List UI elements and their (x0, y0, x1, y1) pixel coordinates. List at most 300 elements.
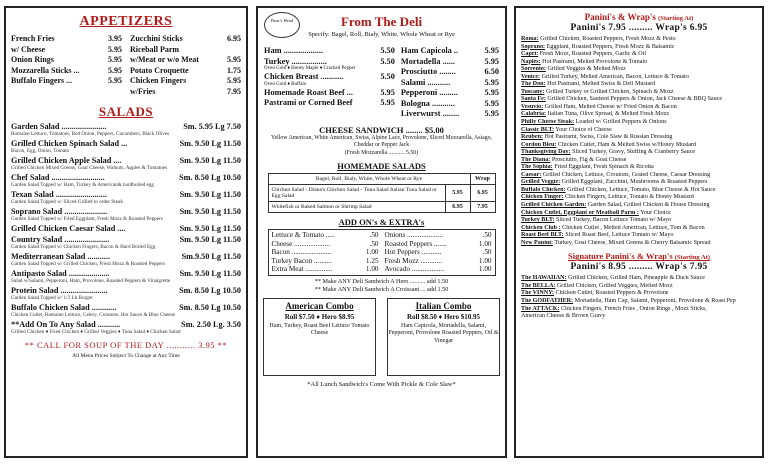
item-name: Roasted Peppers ....... (384, 239, 447, 248)
item-name: w/ Cheese (11, 44, 45, 54)
salad-name-row (11, 269, 241, 278)
salad-desc: Romaine Lettuce, Tomatoes, Red Onion, Peppers, Cucumbers, Black Olives (11, 131, 170, 137)
combo-desc: Ham, Turkey, Roast Beef Lettuce Tomato Cheese (269, 322, 370, 336)
wrap-name: Chicken Finger: (521, 194, 564, 201)
wrap-desc: Grilled Chicken, Grilled Ham, Pineapple & Duck Sauce (568, 275, 705, 282)
salad-name: Garden Salad ...................... (11, 122, 107, 131)
wraps-prices: Panini's 7.95 ......... Wrap's 6.95 (570, 23, 708, 33)
salad-name: Texan Salad ......................... (11, 190, 107, 199)
item-name: Mortadella ...... (400, 56, 456, 66)
list-item (401, 88, 499, 99)
american-combo (263, 298, 376, 376)
salad-price: Sm. 9.50 Lg 11.50 (179, 156, 241, 165)
salad-desc: Garden Salad Topped w/ Chicken Fingers, Bacon & Hard Boiled Egg (11, 244, 156, 250)
salad-item (6, 320, 246, 335)
wrap-item (521, 306, 757, 314)
deli-title: From The Deli (340, 14, 423, 29)
list-item (130, 87, 241, 98)
wrap-desc: Sliced Roast Beef, Lettuce Tomato w/ Mayo (565, 232, 674, 239)
item-price: .50 (369, 231, 379, 239)
wrap-name: Venice: (521, 73, 541, 80)
item-price: 5.50 (380, 72, 395, 81)
wrap-name: The ATTACK: (521, 305, 560, 312)
item-name: Lettuce & Tomato ..... (271, 231, 335, 239)
salad-item (6, 269, 246, 284)
item-name: Potato Croquette (130, 65, 189, 75)
salad-item (6, 303, 246, 318)
wrap-item (521, 164, 757, 172)
salad-name-row (11, 286, 241, 295)
item-name: Chicken Fingers (130, 76, 187, 85)
salad-item (6, 173, 246, 188)
list-item (11, 66, 122, 77)
list-item (11, 76, 122, 87)
salad-price: Sm. 9.50 Lg 11.50 (179, 235, 241, 244)
addons-title: ADD ON's & EXTRA's (338, 217, 425, 227)
wrap-item (521, 36, 757, 44)
item-price: 5.95 (484, 77, 499, 87)
item-price: 5.50 (380, 56, 395, 66)
wrap-desc: Chicken Cutlet, Roasted Peppers & Provolone (555, 290, 669, 297)
list-item (401, 46, 499, 57)
salad-name-row (11, 190, 241, 199)
signature-title-small: (Starting At) (674, 254, 710, 262)
item-price: 6.50 (484, 67, 499, 76)
hs-row-desc: Chicken Salad - Diana's Chicken Salad - Tuna Salad Italian Tuna Salad or Egg Salad (268, 185, 445, 202)
wrap-name: Reuben: (521, 134, 544, 141)
salad-price: Sm. 5.95 Lg 7.50 (183, 122, 241, 131)
price-note: All Menu Prices Subject To Change at Any Time (72, 353, 180, 359)
wrap-item (521, 44, 757, 52)
salad-price: Sm. 9.50 Lg 11.50 (179, 190, 241, 199)
wrap-item (521, 283, 757, 291)
item-price: 5.95 (484, 88, 499, 97)
wrap-desc: Italian Tuna, Olive Spread, & Melted Fresh Mozz (547, 111, 669, 118)
wrap-item (521, 59, 757, 67)
item-price: 1.75 (227, 65, 241, 75)
item-price: 5.95 (108, 76, 122, 85)
salad-item (6, 190, 246, 205)
make-croissant-note: ** Make ANY Deli Sandwich A Croissant ... add 1.50 (314, 285, 449, 293)
lunch-note: *All Lunch Sandwich's Come With Pickle & Cole Slaw* (307, 380, 456, 388)
make-hero-note: ** Make ANY Deli Sandwich A Hero .......... add 1.50 (314, 277, 449, 285)
wrap-name: Chicken Cutlet, Eggplant or Meatball Parm : (521, 209, 639, 216)
item-price: 5.95 (227, 55, 241, 64)
item-name: Bacon ...................... (271, 248, 332, 256)
salad-name: Buffalo Chicken Salad ............ (11, 303, 117, 312)
wrap-item (521, 225, 757, 233)
wrap-desc: Grilled Eggplant, Zucchini, Mushrooms & Roasted Peppers (561, 179, 708, 186)
wrap-desc: Prosciutto, Fig & Goat Cheese (551, 156, 627, 163)
salad-desc: Grilled Chicken ♦ Fried Chicken ♦ Grilled Veggies ♦ Tuna Salad ♦ Chicken Salad (11, 329, 181, 335)
list-item (272, 248, 379, 257)
item-name: Prosciutto ........ (400, 67, 456, 76)
item-name: Avocado .................. (384, 265, 445, 273)
deli-list (258, 46, 505, 120)
item-price: 5.95 (380, 87, 395, 97)
item-name: Onions .................... (384, 231, 444, 239)
list-item (401, 78, 499, 89)
wrap-item (521, 172, 757, 180)
salad-price: Sm. 8.50 Lg 10.50 (179, 286, 241, 295)
salad-name-row (11, 320, 241, 329)
wrap-desc: Grilled Chicken, Grilled Veggies, Melted Mozz (556, 282, 673, 289)
wrap-item (521, 290, 757, 298)
cheese-sandwich-desc: Yellow American, White American, Swiss, Alpine Lace, Provolone, Sliced Mozzarella, Asiago, Cheddar or Pepper Jack (271, 134, 492, 148)
deli-subtitle: Specify: Bagel, Roll, Bialy, White, Whole Wheat or Rye (308, 31, 455, 38)
salad-name-row (11, 173, 241, 182)
wrap-desc: Grilled Veggies & Melted Mozz (547, 66, 626, 73)
wrap-desc: Grilled Chicken, Roasted Peppers, Fresh Mozz & Pesto (540, 36, 676, 42)
table-header (268, 174, 495, 185)
salad-name: Chef Salad .......................... (11, 173, 105, 182)
item-price: 5.95 (108, 65, 122, 75)
hs-row-wrap: 6.95 (470, 185, 495, 202)
item-price: 5.95 (484, 98, 499, 108)
item-price: 1.00 (365, 265, 379, 273)
item-price: 5.50 (380, 46, 395, 55)
item-name: Pepperoni ......... (400, 88, 458, 97)
salads-list (6, 122, 246, 335)
wrap-desc: Grilled Chicken, Lettuce, Tomato, Blue Cheese & Hot Sauce (567, 186, 716, 193)
item-name: Buffalo Fingers ... (11, 76, 73, 85)
italian-combo (387, 298, 500, 376)
combo-price: Roll $7.50 ♦ Hero $8.95 (284, 312, 355, 321)
item-price: 1.00 (478, 265, 492, 273)
salad-item (6, 224, 246, 233)
item-price: 1.00 (478, 256, 492, 265)
item-name: Fresh Mozz ............ (384, 256, 442, 265)
wrap-name: The BELLA: (521, 282, 556, 289)
appetizers-salads-panel (4, 6, 248, 458)
salad-price: Sm. 9.50 Lg 11.50 (179, 269, 241, 278)
wrap-name: The HAWAIIAN: (521, 275, 567, 282)
item-name: Ham Capicola .. (400, 46, 459, 55)
hs-row-desc: Whitefish or Baked Salmon or Shrimp Salad (268, 202, 445, 213)
wrap-name: Philly Cheese Steak: (521, 119, 575, 126)
wrap-name: Grilled Veggie: (521, 179, 561, 186)
wrap-name: Naples: (521, 58, 541, 65)
item-name: Turkey ................. (264, 56, 327, 66)
item-name: Homemade Roast Beef ... (264, 87, 353, 97)
wrap-desc: Grilled Turkey, Melted American, Bacon, Lettuce & Tomato (541, 73, 689, 80)
panini-wraps-panel (514, 6, 764, 458)
wrap-desc: Chicken Fingers, French Fries , Onion Rings , Mozz Sticks, (561, 305, 707, 312)
item-name: Bologna ........... (400, 98, 455, 108)
wrap-name: The VINNY: (521, 290, 555, 297)
list-item (401, 109, 499, 120)
item-name: Onion Rings (11, 55, 54, 64)
hs-row-wrap: 7.95 (470, 202, 495, 213)
wrap-name: Capri: (521, 51, 539, 58)
appetizers-title: APPETIZERS (79, 14, 173, 29)
wrap-desc: Grilled Chicken, Lettuce, Croutons, Grated Cheese, Caesar Dressing (542, 171, 711, 178)
item-price: 1.00 (478, 239, 492, 248)
salad-desc: Garden Salad Topped w/ Ham, Turkey & American& hardboiled egg (11, 182, 155, 188)
item-name: Turkey Bacon .......... (271, 256, 332, 265)
item-price: 5.95 (380, 98, 395, 107)
wrap-name: Tuscany: (521, 88, 545, 95)
item-price: .50 (369, 239, 379, 248)
wrap-desc: Sliced Turkey, Bacon Lettuce Tomato w/ Mayo (556, 217, 672, 224)
deli-header (258, 8, 505, 42)
salad-price: Sm. 8.50 Lg 10.50 (179, 303, 241, 312)
item-price: .50 (482, 248, 492, 256)
salad-price: Sm. 9.50 Lg 11.50 (179, 207, 241, 216)
item-name: Salami ........... (400, 77, 451, 87)
wrap-name: The GODFATHER: (521, 297, 574, 304)
salad-name-row (11, 139, 241, 148)
wrap-item (521, 127, 757, 135)
item-price: .50 (482, 231, 492, 239)
wrap-item (521, 298, 757, 306)
salad-name-row (11, 235, 241, 244)
item-name: w/Meat or w/o Meat (130, 55, 199, 64)
wrap-desc: Turkey, Goat Cheese, Mixed Greens & Cherry Balsamic Spread (554, 239, 711, 246)
item-price: 5.95 (484, 109, 499, 118)
list-item (385, 265, 492, 274)
salad-price: Sm. 9.50 Lg 11.50 (179, 224, 241, 233)
wrap-item (521, 232, 757, 240)
wrap-desc: Hot Pastrami, Swiss, Cole Slaw & Russian Dressing (544, 134, 673, 141)
item-name: Pastrami or Corned Beef (264, 98, 353, 107)
wrap-item (521, 194, 757, 202)
salad-price: Sm. 8.50 Lg 10.50 (179, 173, 241, 182)
salad-name: Soprano Salad ..................... (11, 207, 108, 216)
list-item (272, 240, 379, 249)
wrap-item (521, 134, 757, 142)
salads-title: SALADS (98, 104, 154, 119)
signature-title-text: Signature Panini's & Wrap's (568, 251, 673, 262)
salad-item (6, 156, 246, 171)
list-item (401, 67, 499, 78)
hs-row-price: 5.95 (445, 185, 470, 202)
combo-desc: Ham Capicola, Mortadella, Salami, Pepperoni, Provolone Roasted Peppers, Oil & Vinegar (388, 322, 499, 344)
wrap-item (521, 142, 757, 150)
list-item (11, 55, 122, 66)
wrap-name: Santa Fe: (521, 96, 546, 103)
item-price: 1.00 (365, 248, 379, 256)
list-item (130, 66, 241, 77)
item-price: 5.95 (484, 46, 499, 55)
wrap-item (521, 217, 757, 225)
deli-panel (256, 6, 507, 458)
wrap-desc: American Cheese & Brown Gravy (521, 313, 606, 320)
wrap-name: Classic BLT: (521, 126, 555, 133)
wrap-name: Cordon Bleu: (521, 141, 557, 148)
salad-price: Sm. 9.50 Lg 11.50 (179, 139, 241, 148)
wrap-desc: Grilled Turkey or Grilled Chicken, Spinach & Mozz (546, 88, 674, 95)
list-item (401, 57, 499, 68)
item-name: Ham ................... (264, 46, 323, 55)
wrap-desc: Grilled Chicken, Sauteed Peppers & Onion, Jack Cheese & BBQ Sauce (547, 96, 723, 103)
salad-name: Antipasto Salad .................... (11, 269, 110, 278)
list-item (130, 45, 241, 56)
wrap-item (521, 275, 757, 283)
table-row (268, 202, 495, 213)
signature-list (516, 275, 762, 320)
wrap-desc: Your Choice (640, 209, 671, 216)
wrap-desc: Hot Pastrami, Melted Provolone & Tomato (542, 58, 648, 65)
salad-desc: Garden Salad Topped w/ Sliced Grilled to order Steak (11, 199, 123, 205)
wrap-name: Buffalo Chicken: (521, 186, 566, 193)
wraps-title-text: Panini's & Wrap's (584, 12, 656, 22)
wrap-name: The Don: (521, 81, 546, 88)
list-item (272, 231, 379, 240)
combo-title: American Combo (285, 300, 354, 311)
list-item (401, 99, 499, 110)
item-name: Liverwurst ........ (400, 109, 460, 118)
salad-desc: Garden Salad Topped w/ 1/3 Lb Burger (11, 295, 93, 301)
wrap-desc: Fresh Mozz, Roasted Peppers, Garlic & Oil (539, 51, 647, 58)
combo-title: Italian Combo (415, 300, 472, 311)
salad-item (6, 252, 246, 267)
homemade-salads-title: HOMEMADE SALADS (337, 161, 426, 171)
item-price: 7.95 (227, 86, 241, 96)
list-item (385, 257, 492, 266)
wrap-item (521, 81, 757, 89)
wrap-desc: Hot Pastrami, Melted Swiss & Deli Mustard (547, 81, 656, 88)
salad-name: Mediterranean Salad ........... (11, 252, 110, 261)
item-price: 5.95 (108, 55, 122, 64)
salad-name-row (11, 122, 241, 131)
salad-item (6, 286, 246, 301)
wrap-name: The Diana: (521, 156, 551, 163)
addons-right-column (385, 231, 492, 274)
wrap-item (521, 119, 757, 127)
item-price: 3.95 (108, 34, 122, 43)
salad-name: Grilled Chicken Caesar Salad .... (11, 224, 126, 233)
wrap-name: Vesuvio: (521, 103, 544, 110)
salad-name: Grilled Chicken Apple Salad .... (11, 156, 122, 165)
wrap-item (521, 149, 757, 157)
salad-name-row (11, 156, 241, 165)
item-price: 5.95 (227, 76, 241, 85)
wrap-desc: Chicken Cutlet, Ham & Melted Swiss w/Honey Mustard (557, 141, 697, 148)
list-item (11, 45, 122, 56)
list-item (385, 231, 492, 240)
hs-row-price: 6.95 (445, 202, 470, 213)
wrap-desc: Mortadella, Ham Cap, Salami, Pepperoni, Provolone & Roast Pep (574, 297, 736, 304)
list-item (130, 34, 241, 45)
list-item (264, 46, 395, 57)
wrap-name: Thanksgiving Day: (521, 149, 571, 156)
salad-item (6, 235, 246, 250)
list-item (385, 240, 492, 249)
item-name: Zucchini Sticks (130, 34, 183, 43)
wrap-name: New Panini: (521, 239, 553, 246)
wrap-item (521, 51, 757, 59)
cheese-sandwich-mozz: (Fresh Mozzarella ........... 5.50) (344, 149, 419, 156)
wrap-desc: Fried Eggplant, Fresh Spinach & Ricotta (554, 164, 654, 171)
salad-name: Country Salad ...................... (11, 235, 110, 244)
list-item (264, 88, 395, 99)
list-item (130, 55, 241, 66)
item-price: 5.95 (108, 44, 122, 54)
wrap-name: Grilled Chicken Garden: (521, 202, 587, 209)
wrap-name: The Sophia: (521, 164, 553, 171)
wrap-item (521, 89, 757, 97)
item-price: 5.95 (484, 56, 499, 66)
deli-right-column (401, 46, 499, 120)
table-row (268, 185, 495, 202)
combos (258, 298, 505, 376)
wrap-name: Calabria: (521, 111, 547, 118)
wrap-desc: Eggplant, Roasted Peppers, Fresh Mozz & Balsamic (546, 43, 675, 50)
salad-name-row (11, 303, 241, 312)
salad-price: Sm. 2.50 Lg. 3.50 (181, 320, 241, 329)
salad-name: Protein Salad ....................... (11, 286, 108, 295)
wrap-name: Soprano: (521, 43, 546, 50)
wrap-desc: Your Choice of Cheese (555, 126, 612, 133)
soup-of-the-day: ** CALL FOR SOUP OF THE DAY ........... 3.95 ** (24, 340, 228, 350)
wrap-name: Roma: (521, 36, 539, 42)
hs-wrap-header: Wrap (470, 174, 495, 185)
appetizers-left-column (11, 34, 122, 97)
addons-box (268, 229, 496, 276)
wrap-item (521, 187, 757, 195)
wraps-title (516, 12, 762, 22)
item-name: Extra Meat ............... (271, 265, 333, 273)
wrap-desc: Garden Salad, Grilled Chicken & House Dressing (587, 202, 710, 209)
wrap-item (521, 202, 757, 210)
addons-left-column (272, 231, 379, 274)
list-item (264, 98, 395, 109)
item-name: Chicken Breast ........... (264, 72, 344, 81)
homemade-salads-table (268, 173, 496, 213)
appetizers-list (6, 34, 246, 97)
wrap-item (521, 179, 757, 187)
item-name: French Fries (11, 34, 55, 43)
wrap-name: Chicken Club : (521, 224, 561, 231)
wrap-name: Roast Beef BLT: (521, 232, 564, 239)
salad-name-row (11, 224, 241, 233)
signature-prices: Panini's 8.95 ......... Wrap's 7.95 (570, 262, 708, 273)
wrap-item (521, 111, 757, 119)
wrap-item (521, 157, 757, 165)
list-item (272, 265, 379, 274)
wrap-item (521, 66, 757, 74)
item-name: Riceball Parm (130, 44, 180, 54)
item-price: 6.95 (227, 34, 241, 43)
item-name: w/Fries (130, 86, 156, 96)
item-name: Mozzarella Sticks ... (11, 65, 80, 75)
salad-desc: Garden Salad Topped w/ Grilled Chicken, Fresh Mozz & Roasted Peppers (11, 261, 166, 267)
wrap-desc: Chicken Cutlet , Melted American, Lettuce, Tom & Bacon (562, 224, 705, 231)
wrap-desc: Sliced Turkey, Gravy, Stuffing & Cranberry Sauce (572, 149, 696, 156)
list-item (130, 76, 241, 87)
appetizers-right-column (130, 34, 241, 97)
salad-desc: Salad w/Salami, Pepperoni, Ham, Provolone, Roasted Peppers & Vinaigrette (11, 278, 171, 284)
wrap-name: Sorrento: (521, 66, 546, 73)
wrap-item (521, 74, 757, 82)
salad-item (6, 207, 246, 222)
wraps-list (516, 36, 762, 247)
boars-head-logo: Boar's Head (264, 12, 300, 38)
salad-name-row (11, 207, 241, 216)
item-sub: Oven Gold ♦ Honey Maple ♦ Cracked Pepper (264, 66, 356, 71)
list-item (11, 34, 122, 45)
item-name: Hot Peppers ........... (384, 248, 442, 256)
cheese-sandwich-title: CHEESE SANDWICH ........ $5.00 (319, 124, 444, 135)
salad-item (6, 122, 246, 137)
signature-title (516, 251, 762, 261)
salad-name: **Add On To Any Salad ........... (11, 320, 121, 329)
salad-desc: Bacon, Egg, Onion, Tomato (11, 148, 70, 154)
combo-price: Roll $8.50 ♦ Hero $10.95 (406, 312, 481, 321)
wrap-item (521, 104, 757, 112)
list-item (272, 257, 379, 266)
